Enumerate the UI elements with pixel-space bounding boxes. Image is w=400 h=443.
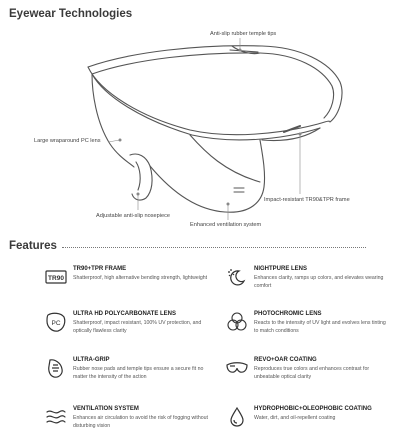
feature-title: NIGHTPURE LENS	[254, 266, 308, 272]
pc-lens-icon	[45, 311, 67, 333]
feature-title: ULTRA HD POLYCARBONATE LENS	[73, 311, 177, 317]
photochromic-circles-icon	[226, 311, 248, 333]
water-drop-icon	[226, 406, 248, 428]
feature-desc: Reacts to the intensity of UV light and evolves lens tinting to match conditions	[254, 320, 386, 334]
feature-desc: Rubber nose pads and temple tips ensure a secure fit no matter the intensity of the action	[73, 366, 204, 380]
feature-desc: Reproduces true colors and enhances contrast for unbeatable optical clarity	[254, 366, 370, 380]
feature-desc: Water, dirt, and oil-repellent coating	[254, 415, 336, 421]
feature-desc: Shatterproof, impact resistant, 100% UV protection, and optically flawless clarity	[73, 320, 202, 334]
right-lens-outline	[150, 140, 265, 212]
grip-pad-icon	[45, 357, 67, 379]
feature-desc: Enhances air circulation to avoid the risk of fogging without disturbing vision	[73, 415, 208, 429]
feature-desc: Shatterproof, high alternative bending strength, lightweight	[73, 275, 208, 281]
ventilation-wave-icon	[45, 406, 67, 428]
moon-sun-icon	[226, 266, 248, 288]
nosepiece-outline	[130, 154, 152, 200]
feature-title: REVO+OAR COATING	[254, 357, 317, 363]
left-lens-outline	[92, 74, 134, 167]
callout-temple-tips: Anti-slip rubber temple tips	[210, 31, 277, 37]
feature-title: VENTILATION SYSTEM	[73, 406, 139, 412]
glasses-diagram	[0, 22, 400, 237]
vent-lines	[234, 188, 244, 192]
callout-nosepiece: Adjustable anti-slip nosepiece	[96, 213, 171, 219]
tr90-label: TR90	[48, 275, 64, 282]
features-divider	[62, 247, 366, 248]
callout-frame: Impact-resistant TR90&TPR frame	[264, 197, 350, 203]
sunglasses-illustration	[0, 22, 400, 237]
feature-title: ULTRA-GRIP	[73, 357, 110, 363]
features-heading: Features	[9, 240, 57, 252]
feature-title: HYDROPHOBIC+OLEOPHOBIC COATING	[254, 406, 372, 412]
feature-title: TR90+TPR FRAME	[73, 266, 127, 272]
pc-label: PC	[51, 320, 61, 327]
tr90-badge-icon	[45, 266, 67, 288]
callout-ventilation: Enhanced ventilation system	[190, 222, 262, 228]
callout-lens: Large wraparound PC lens	[34, 138, 101, 144]
glasses-icon	[226, 357, 248, 379]
feature-title: PHOTOCHROMIC LENS	[254, 311, 322, 317]
feature-desc: Enhances clarity, ramps up colors, and elevates wearing comfort	[254, 275, 384, 289]
page-title: Eyewear Technologies	[9, 8, 133, 20]
temple-arm-outline	[88, 46, 342, 122]
